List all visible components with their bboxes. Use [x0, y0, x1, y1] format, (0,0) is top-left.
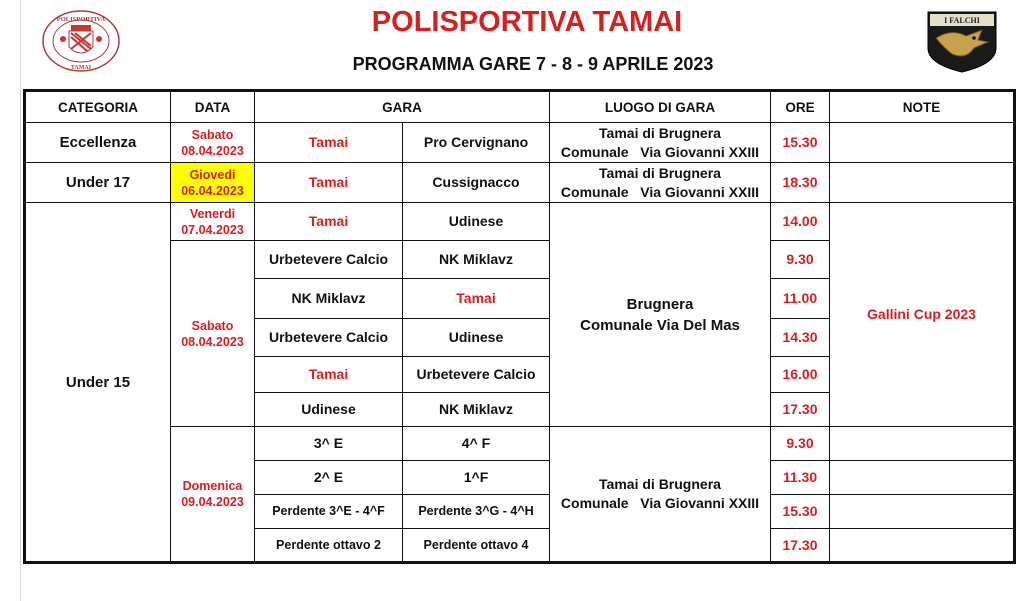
venue-cell: Tamai di Brugnera Comunale Via Giovanni XXIII — [550, 123, 771, 163]
home-team: Urbetevere Calcio — [255, 241, 403, 279]
venue-cell: Tamai di Brugnera Comunale Via Giovanni XXIII — [550, 427, 771, 563]
svg-text:I FALCHI: I FALCHI — [944, 16, 980, 25]
table-row — [25, 163, 1015, 203]
date-cell: Venerdi 07.04.2023 — [171, 203, 255, 241]
header-categoria: CATEGORIA — [25, 91, 171, 123]
table-row — [25, 123, 1015, 163]
date-cell: Sabato 08.04.2023 — [171, 241, 255, 427]
away-team: Udinese — [403, 319, 550, 357]
header-note: NOTE — [830, 91, 1015, 123]
home-team: 3^ E — [255, 427, 403, 461]
away-team: Perdente ottavo 4 — [403, 529, 550, 563]
note-cell — [830, 163, 1015, 203]
away-team: 1^F — [403, 461, 550, 495]
header-gara: GARA — [255, 91, 550, 123]
note-cell — [830, 461, 1015, 495]
home-team: Udinese — [255, 393, 403, 427]
table-row — [25, 203, 1015, 241]
match-time: 14.00 — [771, 203, 830, 241]
away-team: Pro Cervignano — [403, 123, 550, 163]
table-header-row — [25, 91, 1015, 123]
away-team: Perdente 3^G - 4^H — [403, 495, 550, 529]
match-schedule-table — [23, 89, 1016, 564]
page-title: POLISPORTIVA TAMAI — [371, 6, 683, 38]
header-ore: ORE — [771, 91, 830, 123]
home-team: Perdente ottavo 2 — [255, 529, 403, 563]
note-cell — [830, 495, 1015, 529]
match-time: 16.00 — [771, 357, 830, 393]
note-cell — [830, 427, 1015, 461]
note-cell — [830, 123, 1015, 163]
note-gallini-cup: Gallini Cup 2023 — [830, 203, 1015, 427]
away-team: Urbetevere Calcio — [403, 357, 550, 393]
home-team: Perdente 3^E - 4^F — [255, 495, 403, 529]
table-row — [25, 427, 1015, 461]
page-left-border — [20, 0, 21, 601]
category-under17: Under 17 — [25, 163, 171, 203]
match-time: 18.30 — [771, 163, 830, 203]
svg-text:POLISPORTIVA: POLISPORTIVA — [56, 16, 106, 23]
svg-text:TAMAI: TAMAI — [70, 65, 92, 71]
venue-cell: Brugnera Comunale Via Del Mas — [550, 203, 771, 427]
match-time: 9.30 — [771, 427, 830, 461]
home-team: Tamai — [255, 203, 403, 241]
venue-cell: Tamai di Brugnera Comunale Via Giovanni XXIII — [550, 163, 771, 203]
header-data: DATA — [171, 91, 255, 123]
i-falchi-shield-logo — [922, 8, 1002, 74]
away-team: Tamai — [403, 279, 550, 319]
date-cell-highlighted: Giovedi 06.04.2023 — [171, 163, 255, 203]
match-time: 14.30 — [771, 319, 830, 357]
home-team: NK Miklavz — [255, 279, 403, 319]
page-subtitle: PROGRAMMA GARE 7 - 8 - 9 APRILE 2023 — [352, 54, 714, 74]
header-luogo: LUOGO DI GARA — [550, 91, 771, 123]
match-time: 11.30 — [771, 461, 830, 495]
home-team: Urbetevere Calcio — [255, 319, 403, 357]
away-team: NK Miklavz — [403, 241, 550, 279]
match-time: 11.00 — [771, 279, 830, 319]
match-time: 15.30 — [771, 495, 830, 529]
home-team: Tamai — [255, 163, 403, 203]
home-team: Tamai — [255, 123, 403, 163]
home-team: 2^ E — [255, 461, 403, 495]
match-time: 17.30 — [771, 529, 830, 563]
away-team: Udinese — [403, 203, 550, 241]
category-under15: Under 15 — [25, 203, 171, 563]
date-cell: Domenica 09.04.2023 — [171, 427, 255, 563]
home-team: Tamai — [255, 357, 403, 393]
category-eccellenza: Eccellenza — [25, 123, 171, 163]
date-cell: Sabato 08.04.2023 — [171, 123, 255, 163]
match-time: 9.30 — [771, 241, 830, 279]
away-team: 4^ F — [403, 427, 550, 461]
away-team: Cussignacco — [403, 163, 550, 203]
away-team: NK Miklavz — [403, 393, 550, 427]
note-cell — [830, 529, 1015, 563]
match-time: 17.30 — [771, 393, 830, 427]
match-time: 15.30 — [771, 123, 830, 163]
